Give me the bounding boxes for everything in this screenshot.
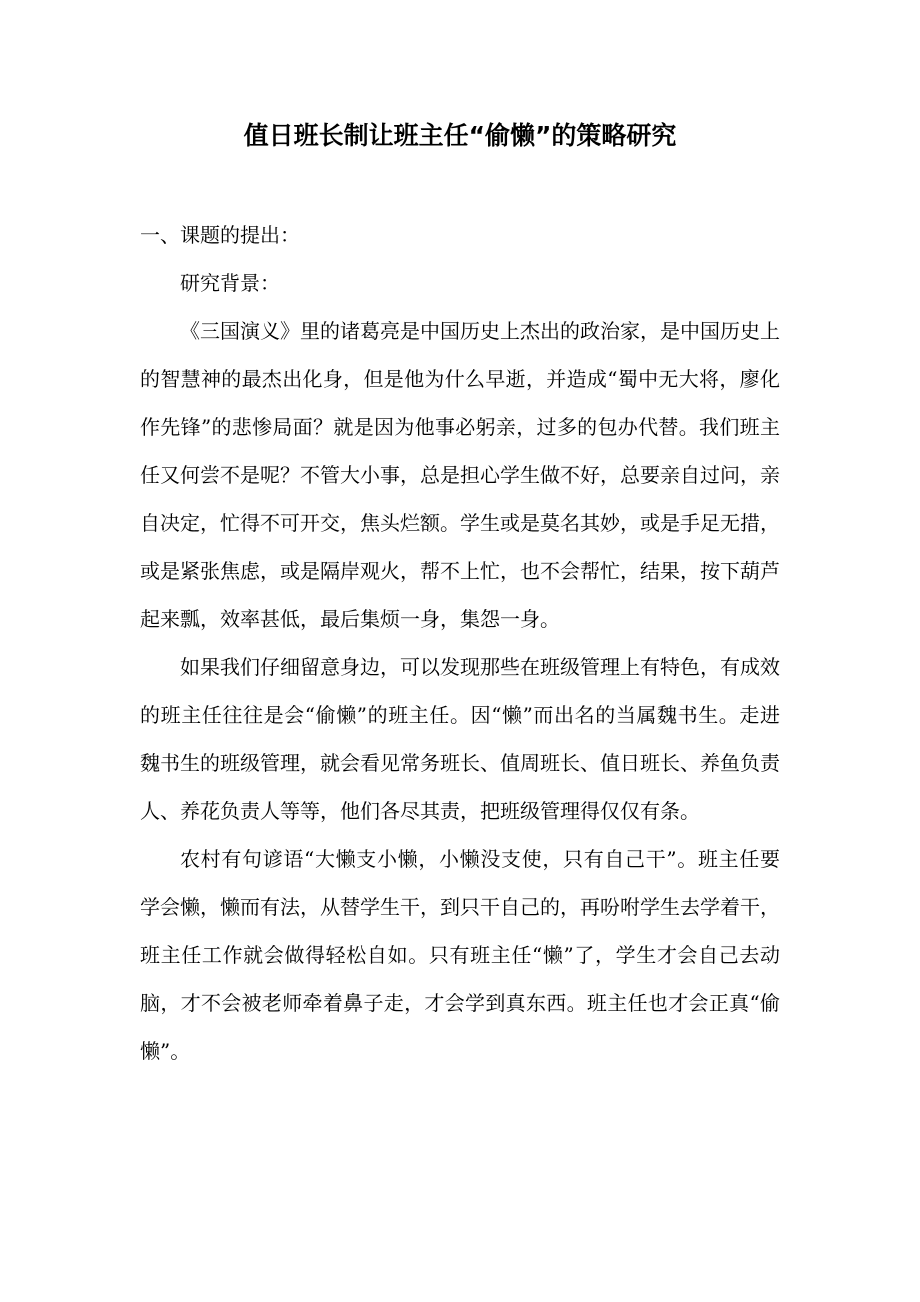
document-title: 值日班长制让班主任“偷懒”的策略研究 (243, 121, 677, 150)
paragraph-2: 如果我们仔细留意身边，可以发现那些在班级管理上有特色，有成效的班主任往往是会“偷懒”的班主任。因“懒”而出名的当属魏书生。走进魏书生的班级管理，就会看见常务班长、值周班长、值日班长、养鱼负责人、养花负责人等等，他们各尽其责，把班级管理得仅仅有条。 (140, 655, 780, 823)
paragraph-1: 《三国演义》里的诸葛亮是中国历史上杰出的政治家，是中国历史上的智慧神的最杰出化身，但是他为什么早逝，并造成“蜀中无大将，廖化作先锋”的悲惨局面？就是因为他事必躬亲，过多的包办代替。我们班主任又何尝不是呢？不管大小事，总是担心学生做不好，总要亲自过问，亲自决定，忙得不可开交，焦头烂额。学生或是莫名其妙，或是手足无措，或是紧张焦虑，或是隔岸观火，帮不上忙，也不会帮忙，结果，按下葫芦起来瓢，效率甚低，最后集烦一身，集怨一身。 (140, 319, 780, 631)
paragraph-3: 农村有句谚语“大懒支小懒，小懒没支使，只有自己干”。班主任要学会懒，懒而有法，从替学生干，到只干自己的，再吩咐学生去学着干，班主任工作就会做得轻松自如。只有班主任“懒”了，学生才会自己去动脑，才不会被老师牵着鼻子走，才会学到真东西。班主任也才会正真“偷懒”。 (140, 847, 780, 1063)
document-body (140, 211, 780, 1075)
section-heading: 一、课题的提出： (140, 223, 300, 247)
subheading: 研究背景： (180, 271, 280, 295)
